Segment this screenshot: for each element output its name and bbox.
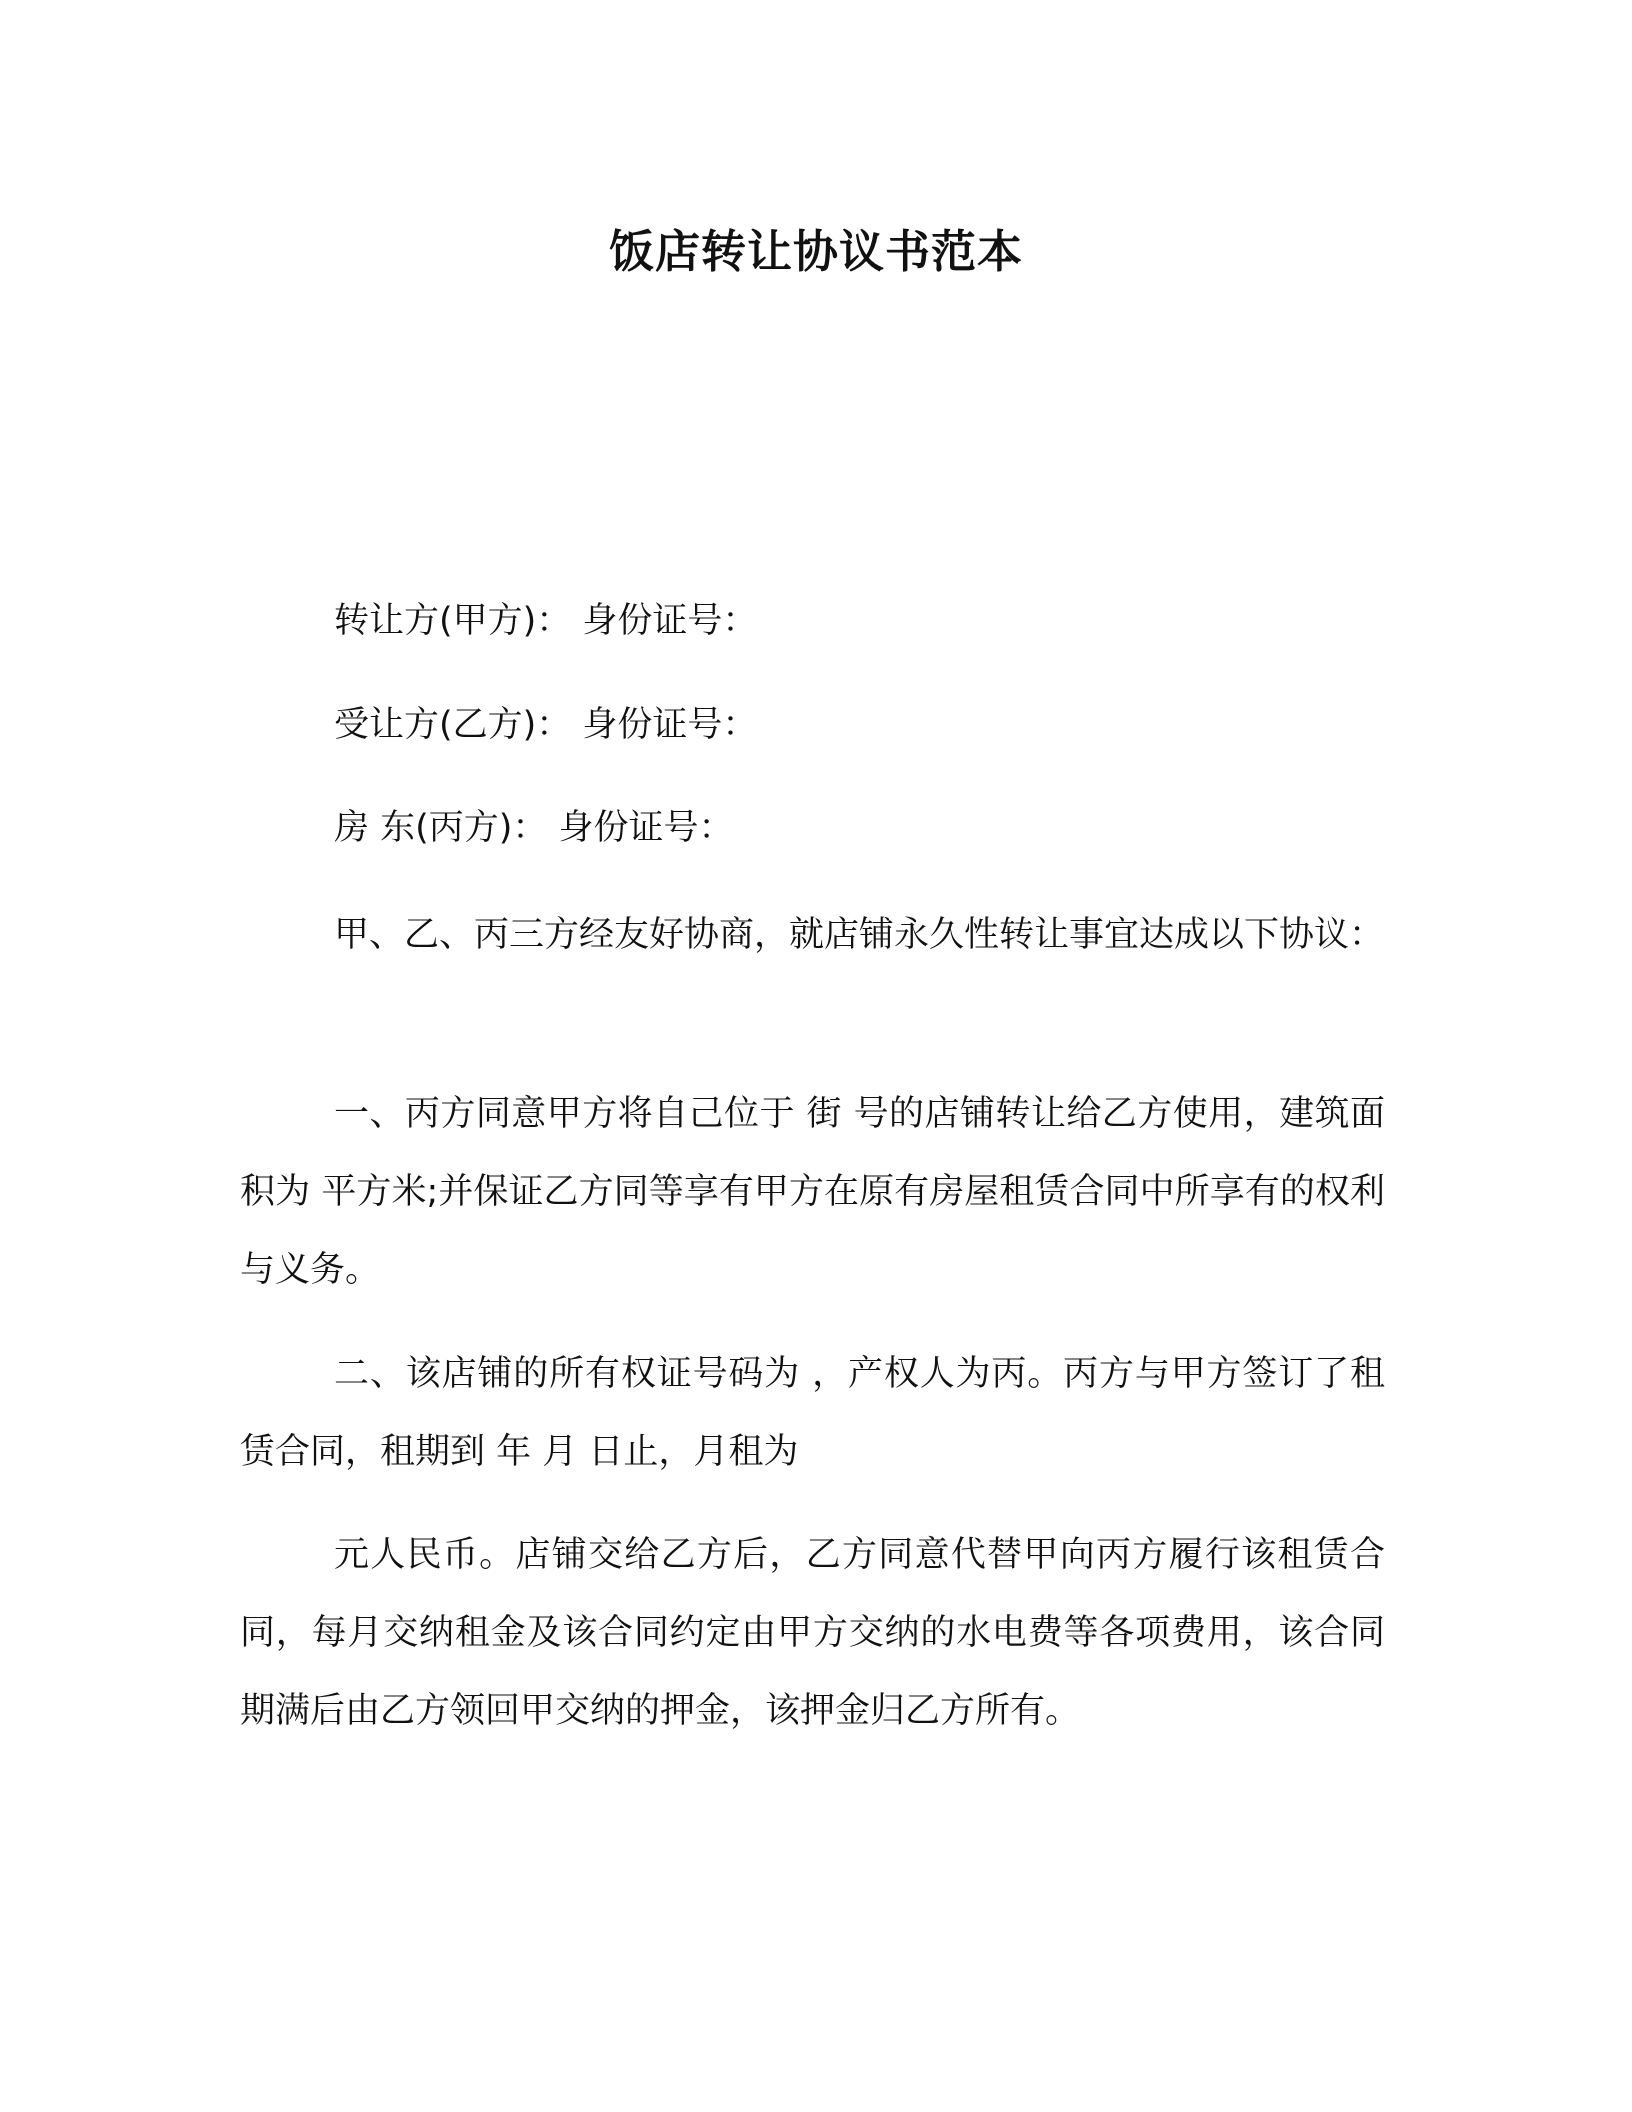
- clause-two-paragraph: 二、该店铺的所有权证号码为 ，产权人为丙。丙方与甲方签订了租赁合同，租期到 年 月 日止，月租为: [240, 1354, 1385, 1472]
- landlord-line: 房 东(丙方)： 身份证号：: [334, 808, 734, 848]
- transferor-line: 转让方(甲方)： 身份证号：: [334, 601, 758, 641]
- document-title: 饭店转让协议书范本: [608, 225, 1023, 278]
- clause-one-paragraph: 一、丙方同意甲方将自己位于 街 号的店铺转让给乙方使用，建筑面积为 平方米;并保证乙方同等享有甲方在原有房屋租赁合同中所享有的权利与义务。: [240, 1094, 1385, 1290]
- clause-two-continuation-paragraph: 元人民币。店铺交给乙方后，乙方同意代替甲向丙方履行该租赁合同，每月交纳租金及该合同约定由甲方交纳的水电费等各项费用，该合同期满后由乙方领回甲交纳的押金，该押金归乙方所有。: [240, 1535, 1385, 1731]
- transferee-line: 受让方(乙方)： 身份证号：: [334, 705, 758, 745]
- intro-paragraph: 甲、乙、丙三方经友好协商，就店铺永久性转让事宜达成以下协议：: [334, 915, 1385, 955]
